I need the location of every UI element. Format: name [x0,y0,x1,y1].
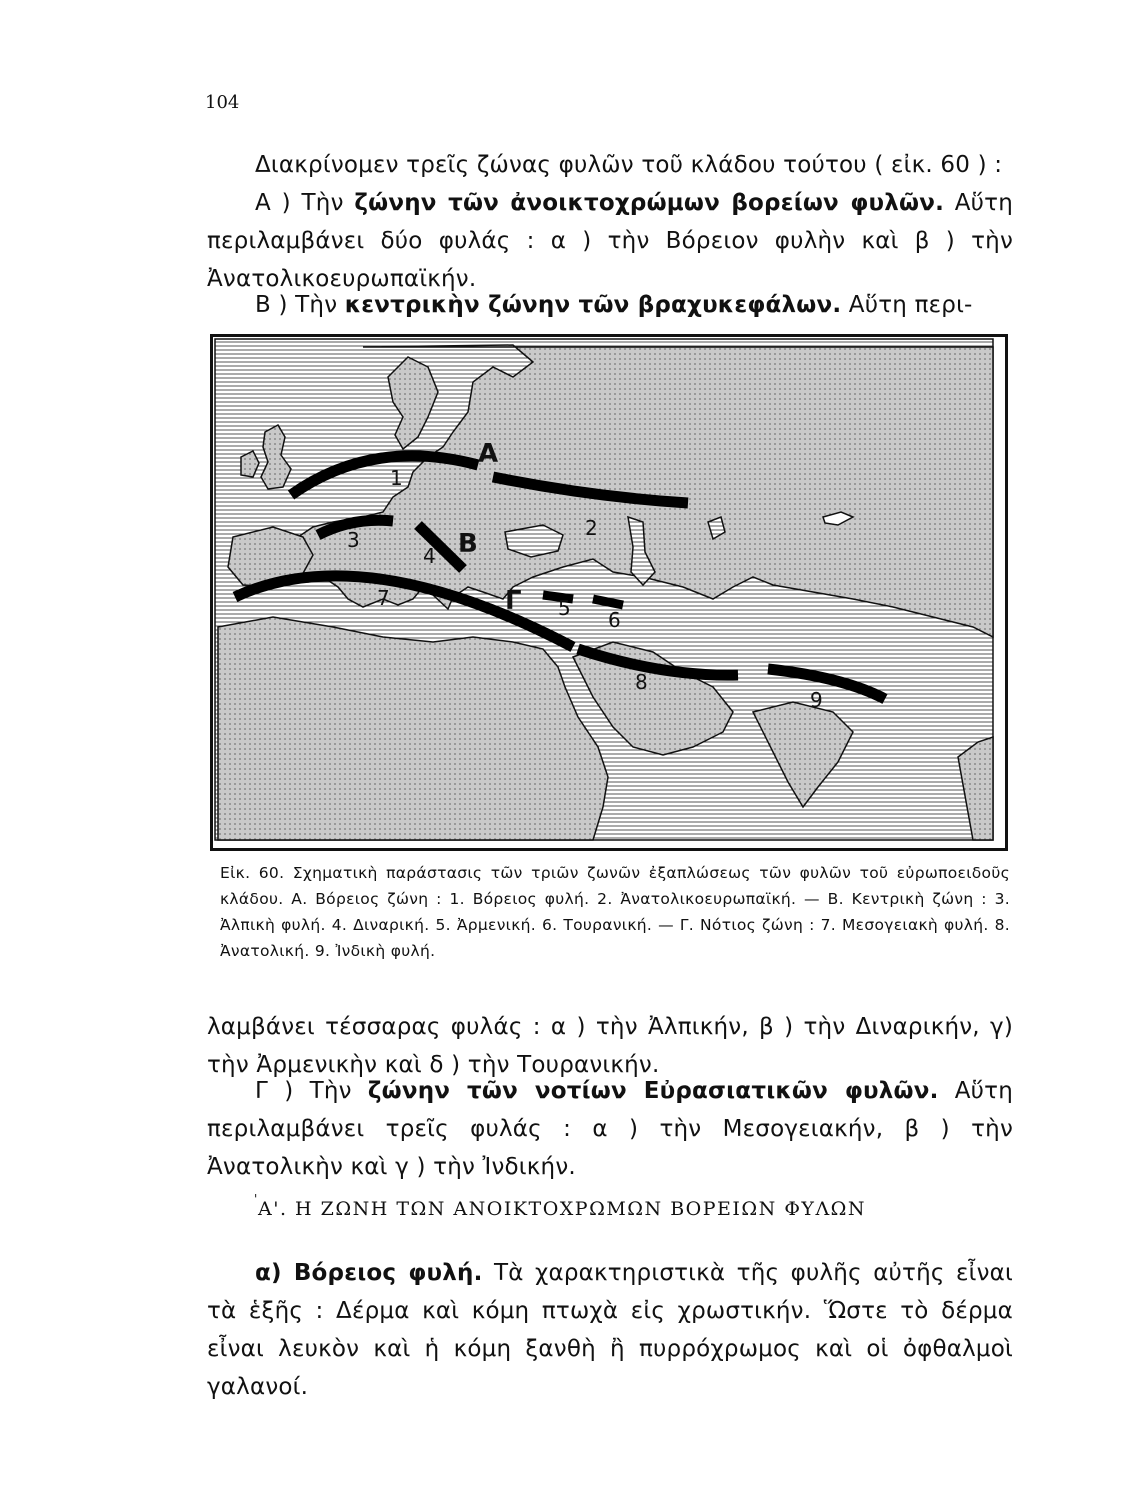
zone-a-title: ζώνην τῶν ἀνοικτοχρώμων βορείων φυλῶν. [354,190,945,216]
map-number-1: 1 [390,466,403,490]
zone-b-prefix: Β ) Τὴν [255,292,345,318]
zones-map [210,334,1008,851]
zone-b-text: Αὕτη περι- [841,292,973,318]
figure-caption: Εἰκ. 60. Σχηματικὴ παράστασις τῶν τριῶν ζωνῶν ἐξαπλώσεως τῶν φυλῶν τοῦ εὐρωποειδοῦς κλάδου. Α. Βόρειος ζώνη : 1. Βόρειος φυλή. 2. Ἀνατολικοευρωπαϊκή. — Β. Κεντρικὴ ζώνη : 3. Ἀλπικὴ φυλή. 4. Διναρική. 5. Ἀρμενική. 6. Τουρανική. — Γ. Νότιος ζώνη : 7. Μεσογειακὴ φυλή. 8. Ἀνατολική. 9. Ἰνδικὴ φυλή. [220,864,1010,960]
zone-a-prefix: Α ) Τὴν [255,190,355,216]
intro-paragraph: Διακρίνομεν τρεῖς ζώνας φυλῶν τοῦ κλάδου τούτου ( εἰκ. 60 ) : [255,152,1003,178]
map-letter-b: Β [458,529,478,559]
zone-c-paragraph [207,1072,1013,1186]
zones-map-drawing [213,337,1005,848]
zone-c-title: ζώνην τῶν νοτίων Εὐρασιατικῶν φυλῶν. [367,1078,939,1104]
section-mark: ' [254,1192,258,1206]
map-number-8: 8 [635,670,648,694]
zone-b-title: κεντρικὴν ζώνην τῶν βραχυκεφάλων. [344,292,842,318]
zone-a-paragraph [207,184,1013,298]
zone-b-band-4 [593,599,623,605]
zone-c-prefix: Γ ) Τὴν [255,1078,368,1104]
map-letter-a: Α [478,439,499,469]
map-number-7: 7 [377,586,390,610]
map-number-3: 3 [347,528,360,552]
map-number-9: 9 [810,688,823,712]
zone-b-continuation: λαμβάνει τέσσαρας φυλάς : α ) τὴν Ἀλπικήν, β ) τὴν Διναρικήν, γ) τὴν Ἀρμενικὴν καὶ δ ) τὴν Τουρανικήν. [207,1014,1013,1078]
zone-b-paragraph [207,286,1013,324]
zone-c-text: Αὕτη περιλαμβάνει τρεῖς φυλάς : α ) τὴν Μεσογειακήν, β ) τὴν Ἀνατολικὴν καὶ γ ) τὴν Ἰνδικήν. [207,1078,1013,1180]
map-letter-c: Γ [505,586,522,616]
page-number: 104 [205,92,240,113]
northern-race-text: Τὰ χαρακτηριστικὰ τῆς φυλῆς αὐτῆς εἶναι τὰ ἑξῆς : Δέρμα καὶ κόμη πτωχὰ εἰς χρωστικήν. Ὥστε τὸ δέρμα εἶναι λευκὸν καὶ ἡ κόμη ξανθὴ ἢ πυρρόχρωμος καὶ οἱ ὀφθαλμοὶ γαλανοί. [207,1260,1014,1400]
zone-a-text: Αὕτη περιλαμβάνει δύο φυλάς : α ) τὴν Βόρειον φυλὴν καὶ β ) τὴν Ἀνατολικοευρωπαϊκήν. [207,190,1014,292]
northern-race-paragraph [207,1254,1013,1406]
section-heading: Α'. Η ΖΩΝΗ ΤΩΝ ΑΝΟΙΚΤΟΧΡΩΜΩΝ ΒΟΡΕΙΩΝ ΦΥΛΩΝ [258,1198,867,1220]
map-number-6: 6 [608,608,621,632]
map-number-4: 4 [423,544,436,568]
map-number-2: 2 [585,516,598,540]
northern-race-title: α) Βόρειος φυλή. [255,1260,483,1286]
map-number-5: 5 [558,596,571,620]
